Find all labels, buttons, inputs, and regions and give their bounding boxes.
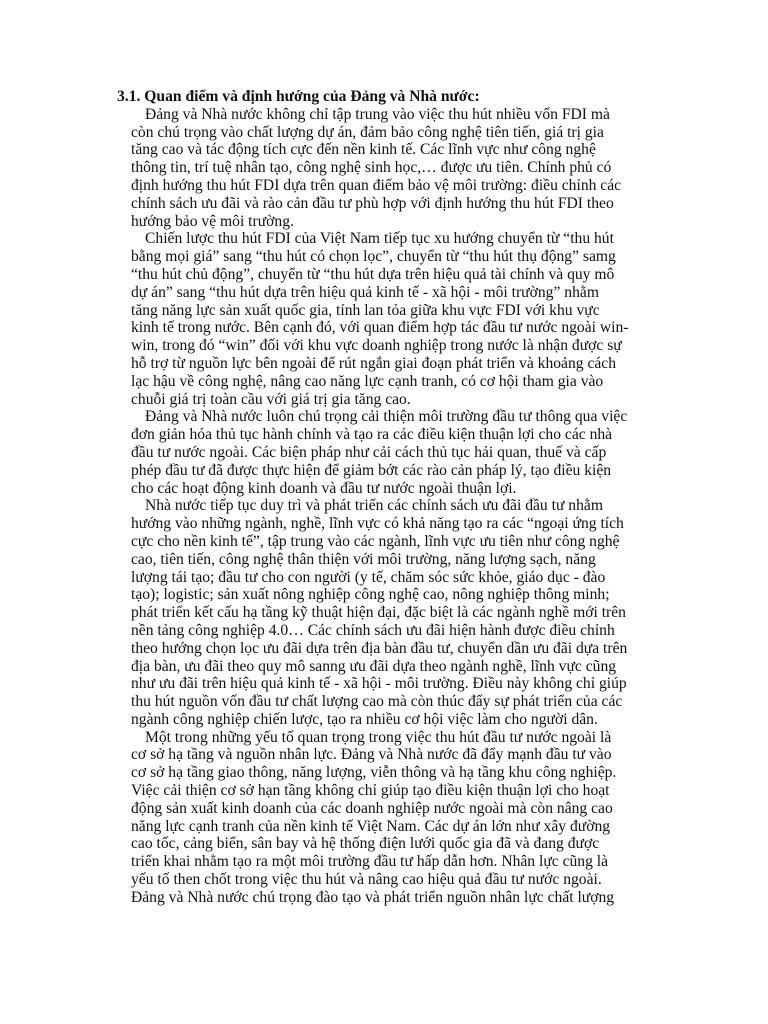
text-line: địa bàn, ưu đãi theo quy mô sanng ưu đãi dựa theo ngành nghề, lĩnh vực cũng <box>131 657 617 675</box>
text-line: lượng tái tạo; đầu tư cho con người (y tế, chăm sóc sức khỏe, giáo dục - đào <box>131 568 606 586</box>
text-line: hỗ trợ từ nguồn lực bên ngoài để rút ngắn giai đoạn phát triển và khoảng cách <box>131 354 617 372</box>
text-line: triển khai nhằm tạo ra một môi trường đầu tư hấp dẫn hơn. Nhân lực cũng là <box>131 853 609 871</box>
text-line: Việc cải thiện cơ sở hạn tầng không chỉ giúp tạo điều kiện thuận lợi cho hoạt <box>131 782 610 800</box>
text-line: Một trong những yếu tố quan trọng trong việc thu hút đầu tư nước ngoài là <box>145 728 612 746</box>
paragraph <box>117 729 657 907</box>
text-line: Chiến lược thu hút FDI của Việt Nam tiếp tục xu hướng chuyển từ “thu hút <box>145 230 614 248</box>
text-line: bằng mọi giá” sang “thu hút có chọn lọc”, chuyển từ “thu hút thụ động” samg <box>131 248 616 266</box>
document-body <box>117 106 657 907</box>
text-line: đơn giản hóa thủ tục hành chính và tạo ra các điều kiện thuận lợi cho các nhà <box>131 426 613 444</box>
text-line: cơ sở hạ tầng giao thông, năng lượng, viễn thông và hạ tầng khu công nghiệp. <box>131 764 617 782</box>
document-page <box>117 88 657 907</box>
paragraph <box>117 497 657 728</box>
text-line: định hướng thu hút FDI dựa trên quan điểm bảo vệ môi trường: điều chỉnh các <box>131 176 622 194</box>
text-line: chính sách ưu đãi và rào cản đầu tư phù hợp với định hướng thu hút FDI theo <box>131 194 614 212</box>
text-line: cao, tiên tiến, công nghệ thân thiện với môi trường, năng lượng sạch, năng <box>131 550 596 568</box>
text-line: tăng năng lực sản xuất quốc gia, tính lan tỏa giữa khu vực FDI với khu vực <box>131 301 600 319</box>
text-line: như ưu đãi trên hiệu quả kinh tế - xã hội - môi trường. Điều này không chỉ giúp <box>131 675 627 693</box>
text-line: còn chú trọng vào chất lượng dự án, đảm bảo công nghệ tiên tiến, giá trị gia <box>131 123 604 141</box>
text-line: dự án” sang “thu hút dựa trên hiệu quả kinh tế - xã hội - môi trường” nhằm <box>131 283 599 301</box>
text-line: yếu tố then chốt trong việc thu hút và nâng cao hiệu quả đầu tư nước ngoài. <box>131 871 602 889</box>
text-line: phát triển kết cấu hạ tầng kỹ thuật hiện đại, đặc biệt là các ngành nghề mới trên <box>131 604 626 622</box>
text-line: cực cho nền kinh tế”, tập trung vào các ngành, lĩnh vực ưu tiên như công nghệ <box>131 532 620 550</box>
text-line: phép đầu tư đã được thực hiện để giảm bớt các rào cản pháp lý, tạo điều kiện <box>131 461 612 479</box>
text-line: Đảng và Nhà nước chú trọng đào tạo và phát triển nguồn nhân lực chất lượng <box>131 888 615 906</box>
text-line: Đảng và Nhà nước không chỉ tập trung vào việc thu hút nhiều vốn FDI mà <box>145 105 610 123</box>
text-line: động sản xuất kinh doanh của các doanh nghiệp nước ngoài mà còn nâng cao <box>131 799 613 817</box>
text-line: hướng bảo vệ môi trường. <box>131 212 294 230</box>
paragraph <box>117 230 657 408</box>
text-line: chuỗi giá trị toàn cầu với giá trị gia tăng cao. <box>131 390 411 408</box>
text-line: cho các hoạt động kinh doanh và đầu tư nước ngoài thuận lợi. <box>131 479 517 497</box>
paragraph <box>117 106 657 231</box>
text-line: win, trong đó “win” đối với khu vực doanh nghiệp trong nước là nhận được sự <box>131 337 622 355</box>
text-line: Đảng và Nhà nước luôn chú trọng cải thiện môi trường đầu tư thông qua việc <box>145 408 628 426</box>
text-line: đầu tư nước ngoài. Các biện pháp như cải cách thủ tục hải quan, thuế và cấp <box>131 443 607 461</box>
text-line: cao tốc, cảng biển, sân bay và hệ thống điện lưới quốc gia đã và đang được <box>131 835 600 853</box>
text-line: cơ sở hạ tầng và nguồn nhân lực. Đảng và Nhà nước đã đẩy mạnh đầu tư vào <box>131 746 612 764</box>
text-line: tạo); logistic; sản xuất nông nghiệp công nghệ cao, nông nghiệp thông minh; <box>131 586 610 604</box>
paragraph <box>117 408 657 497</box>
text-line: ngành công nghiệp chiến lược, tạo ra nhiều cơ hội việc làm cho người dân. <box>131 710 598 728</box>
text-line: hướng vào những ngành, nghề, lĩnh vực có khả năng tạo ra các “ngoại ứng tích <box>131 515 624 533</box>
text-line: theo hướng chọn lọc ưu đãi dựa trên địa bàn đầu tư, chuyển dần ưu đãi dựa trên <box>131 639 628 657</box>
text-line: nền tảng công nghiệp 4.0… Các chính sách ưu đãi hiện hành được điều chỉnh <box>131 621 615 639</box>
text-line: kinh tế trong nước. Bên cạnh đó, với quan điểm hợp tác đầu tư nước ngoài win- <box>131 319 629 337</box>
text-line: “thu hút chủ động”, chuyển từ “thu hút dựa trên hiệu quả tài chính và quy mô <box>131 265 615 283</box>
text-line: Nhà nước tiếp tục duy trì và phát triển các chính sách ưu đãi đầu tư nhằm <box>145 497 603 515</box>
text-line: năng lực cạnh tranh của nền kinh tế Việt Nam. Các dự án lớn như xây đường <box>131 817 611 835</box>
text-line: tăng cao và tác động tích cực đến nền kinh tế. Các lĩnh vực như công nghệ <box>131 141 596 159</box>
text-line: lạc hậu về công nghệ, nâng cao năng lực cạnh tranh, có cơ hội tham gia vào <box>131 372 604 390</box>
text-line: thông tin, trí tuệ nhân tạo, công nghệ sinh học,… được ưu tiên. Chính phủ có <box>131 159 612 177</box>
text-line: thu hút nguồn vốn đầu tư chất lượng cao mà còn thúc đẩy sự phát triển của các <box>131 693 623 711</box>
section-heading: 3.1. Quan điểm và định hướng của Đảng và Nhà nước: <box>117 88 480 105</box>
